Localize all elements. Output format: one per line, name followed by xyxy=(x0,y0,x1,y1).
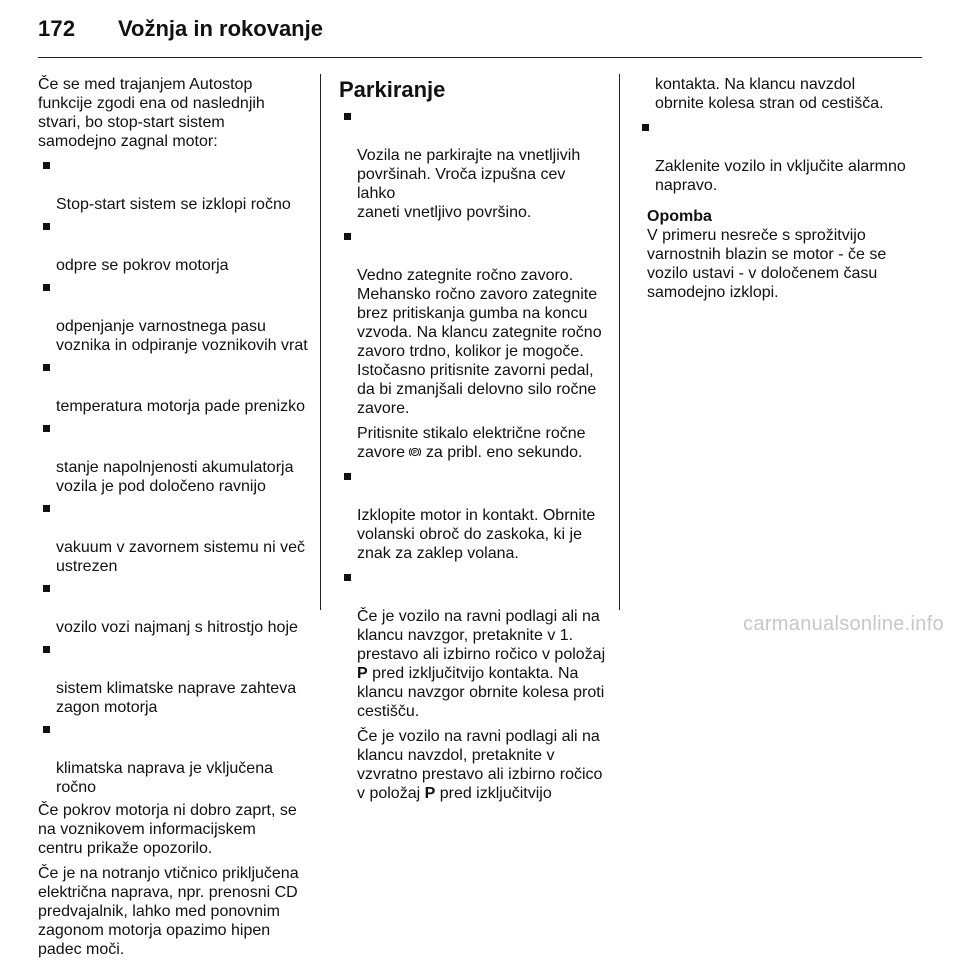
list-item xyxy=(339,228,607,418)
watermark: carmanualsonline.info xyxy=(743,613,944,635)
svg-text:P: P xyxy=(413,450,418,457)
square-bullet-icon xyxy=(43,223,50,230)
list-item-text: temperatura motorja pade prenizko xyxy=(56,398,306,415)
square-bullet-icon xyxy=(43,364,50,371)
parking-brake-icon xyxy=(409,446,421,458)
list-item-text-a: Če je vozilo na ravni podlagi ali na klancu navzgor, pretaknite v 1. prestavo ali izbirno ročico v položaj xyxy=(357,608,606,663)
square-bullet-icon xyxy=(43,425,50,432)
list-item xyxy=(38,218,308,275)
square-bullet-icon xyxy=(43,726,50,733)
list-item-text: Zaklenite vozilo in vključite alarmno napravo. xyxy=(655,158,906,194)
header-rule xyxy=(38,57,922,58)
list-item xyxy=(339,468,607,563)
list-item xyxy=(38,420,308,496)
list-item xyxy=(38,721,308,797)
list-item xyxy=(38,359,308,416)
note-title: Opomba xyxy=(647,208,712,225)
column-divider-2 xyxy=(619,74,620,610)
downhill-continuation: kontakta. Na klancu navzdol obrnite kolesa stran od cestišča. xyxy=(655,76,884,112)
list-item-text: Stop-start sistem se izklopi ročno xyxy=(56,196,291,213)
list-item xyxy=(637,119,907,195)
power-outlet-paragraph: Če je na notranjo vtičnico priključena električna naprava, npr. prenosni CD predvajalnik, lahko med ponovnim zagonom motorja opazimo hipen padec moči. xyxy=(38,865,299,958)
square-bullet-icon xyxy=(642,124,649,131)
square-bullet-icon xyxy=(344,574,351,581)
page-number: 172 xyxy=(38,16,76,41)
note-text: V primeru nesreče s sprožitvijo varnostnih blazin se motor - če se vozilo ustavi - v določenem času samodejno izklopi. xyxy=(647,227,887,301)
list-item-text: stanje napolnjenosti akumulatorja vozila je pod določeno ravnijo xyxy=(56,459,294,495)
list-item-text-b: pred izključitvijo kontakta. Na klancu navzgor obrnite kolesa proti cestišču. xyxy=(357,665,605,720)
gear-p-label: P xyxy=(424,785,436,802)
downhill-instruction xyxy=(339,727,607,803)
autostop-intro: Če se med trajanjem Autostop funkcije zgodi ena od naslednjih stvari, bo stop-start sistem samodejno zagnal motor: xyxy=(38,76,265,150)
square-bullet-icon xyxy=(43,646,50,653)
list-item xyxy=(38,279,308,355)
square-bullet-icon xyxy=(344,113,351,120)
list-item-text: vozilo vozi najmanj s hitrostjo hoje xyxy=(56,619,298,636)
list-item-text: klimatska naprava je vključena ročno xyxy=(56,760,273,796)
downhill-text-b: pred izključitvijo xyxy=(435,785,552,802)
list-item xyxy=(339,569,607,721)
column-divider-1 xyxy=(320,74,321,610)
electric-brake-text-b: za pribl. eno sekundo. xyxy=(421,444,583,461)
gear-p-label: P xyxy=(357,665,368,682)
list-item xyxy=(38,157,308,214)
list-item-text: Izklopite motor in kontakt. Obrnite volanski obroč do zaskoka, ki je znak za zaklep volana. xyxy=(357,507,596,562)
hood-warning-paragraph: Če pokrov motorja ni dobro zaprt, se na voznikovem informacijskem centru prikaže opozorilo. xyxy=(38,802,297,857)
list-item-text: Vozila ne parkirajte na vnetljivih površinah. Vroča izpušna cev lahko zaneti vnetljivo površino. xyxy=(357,147,581,221)
list-item xyxy=(38,500,308,576)
list-item-text: odpre se pokrov motorja xyxy=(56,257,229,274)
list-item-text: vakuum v zavornem sistemu ni več ustrezen xyxy=(56,539,305,575)
electric-brake-instruction xyxy=(339,424,607,462)
chapter-title: Vožnja in rokovanje xyxy=(118,16,323,41)
square-bullet-icon xyxy=(43,284,50,291)
list-item-text: Vedno zategnite ročno zavoro. Mehansko ročno zavoro zategnite brez pritiskanja gumba na koncu vzvoda. Na klancu zategnite ročno zavoro trdno, kolikor je mogoče. Istočasno pritisnite zavorni pedal, da bi zmanjšali delovno silo ročne zavore. xyxy=(357,267,602,417)
column-3 xyxy=(637,75,907,302)
column-2 xyxy=(339,75,607,809)
square-bullet-icon xyxy=(43,162,50,169)
square-bullet-icon xyxy=(344,233,351,240)
square-bullet-icon xyxy=(344,473,351,480)
list-item-text: odpenjanje varnostnega pasu voznika in odpiranje voznikovih vrat xyxy=(56,318,308,354)
list-item-text: sistem klimatske naprave zahteva zagon motorja xyxy=(56,680,297,716)
downhill-text-a: Če je vozilo na ravni podlagi ali na klancu navzdol, pretaknite v vzvratno prestavo ali izbirno ročico v položaj xyxy=(357,728,603,802)
list-item xyxy=(38,641,308,717)
electric-brake-text-a: Pritisnite stikalo električne ročne zavore xyxy=(357,425,586,461)
column-1 xyxy=(38,75,308,965)
section-title-parking: Parkiranje xyxy=(339,77,446,102)
square-bullet-icon xyxy=(43,585,50,592)
list-item xyxy=(38,580,308,637)
list-item xyxy=(339,108,607,222)
square-bullet-icon xyxy=(43,505,50,512)
